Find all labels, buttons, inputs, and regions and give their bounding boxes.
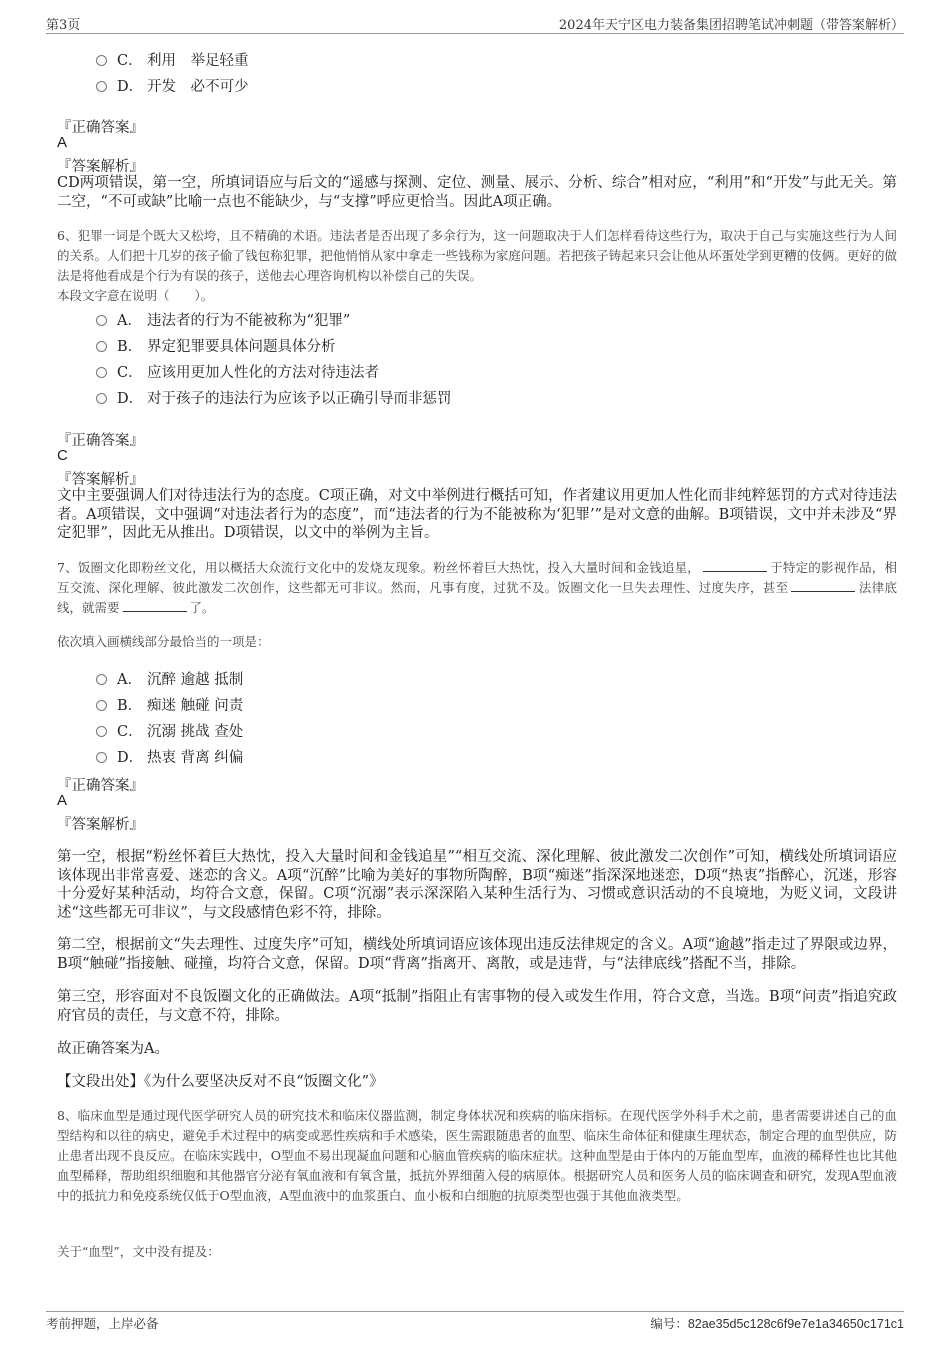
blank-line — [703, 559, 767, 572]
q7-conclusion: 故正确答案为A。 — [57, 1041, 169, 1057]
q7-source: 【文段出处】《为什么要坚决反对不良“饭圈文化”》 — [57, 1074, 384, 1090]
q6-prompt: 本段文字意在说明（ ）。 — [57, 288, 214, 303]
radio-icon[interactable] — [96, 752, 107, 763]
q7-analysis-2: 第二空，根据前文“失去理性、过度失序”可知，横线处所填词语应该体现出违反法律规定的含义。A项“逾越”指走过了界限或边界，B项“触碰”指接触、碰撞，均符合文意，保留。D项“背离”指离开、离散，或是违背，与“法律底线”搭配不当，排除。 — [57, 937, 897, 972]
q8-prompt: 关于“血型”，文中没有提及： — [57, 1244, 220, 1259]
radio-icon[interactable] — [96, 700, 107, 711]
q7-stem: 7、饭圈文化即粉丝文化，用以概括大众流行文化中的发烧友现象。粉丝怀着巨大热忱，投入大量时间和金钱追星， 于特定的影视作品，相互交流、深化理解、彼此激发二次创作，这些都无可非议。然而，凡事有度，过犹不及。饭圈文化一旦失去理性、过度失序，甚至 法律底线，就需要 了。 — [57, 560, 897, 615]
radio-icon[interactable] — [96, 393, 107, 404]
analysis-label: 『答案解析』 — [57, 472, 144, 488]
q7-option-b[interactable]: B． 痴迷 触碰 问责 — [96, 694, 243, 715]
q7-option-a[interactable]: A． 沉醉 逾越 抵制 — [96, 668, 243, 689]
q8-stem: 8、临床血型是通过现代医学研究人员的研究技术和临床仪器监测，制定身体状况和疾病的临床指标。在现代医学外科手术之前，患者需要讲述自己的血型结构和以往的病史，避免手术过程中的病变或恶性疾病和手术感染，医生需跟随患者的血型、临床生命体征和健康生理状态，制定合理的血型供应，防止患者出现不良反应。在临床实践中，O型血不易出现凝血问题和心脑血管疾病的临床症状。这种血型是由于体内的万能血型库，血液的稀释性也比其他血型稀释，帮助组织细胞和其他器官分泌有氧血液和有氧含量，抵抗外界细菌入侵的病原体。根据研究人员和医务人员的临床调查和研究，发现A型血液中的抵抗力和免疫系统仅低于O型血液，A型血液中的血浆蛋白、血小板和白细胞的抗原类型也强于其他血液类型。 — [57, 1108, 897, 1203]
radio-icon[interactable] — [96, 81, 107, 92]
q7-analysis-3: 第三空，形容面对不良饭圈文化的正确做法。A项“抵制”指阻止有害事物的侵入或发生作用，符合文意，当选。B项“问责”指追究政府官员的责任，与文意不符，排除。 — [57, 989, 897, 1024]
q6-option-d[interactable]: D． 对于孩子的违法行为应该予以正确引导而非惩罚 — [96, 387, 452, 408]
q7-option-c[interactable]: C． 沉溺 挑战 查处 — [96, 720, 243, 741]
q7-prompt: 依次填入画横线部分最恰当的一项是： — [57, 634, 270, 649]
footer-slogan: 考前押题，上岸必备 — [46, 1316, 159, 1331]
blank-line — [123, 599, 187, 612]
q6-option-b[interactable]: B． 界定犯罪要具体问题具体分析 — [96, 335, 336, 356]
header-divider — [46, 33, 904, 34]
q7-option-d[interactable]: D． 热衷 背离 纠偏 — [96, 746, 243, 767]
q5-analysis: CD两项错误，第一空，所填词语应与后文的“遥感与探测、定位、测量、展示、分析、综合”相对应，“利用”和“开发”与此无关。第二空，“不可或缺”比喻一点也不能缺少，与“支撑”呼应更恰当。因此A项正确。 — [57, 175, 897, 210]
correct-answer-label: 『正确答案』 — [57, 120, 144, 136]
radio-icon[interactable] — [96, 55, 107, 66]
radio-icon[interactable] — [96, 674, 107, 685]
analysis-label: 『答案解析』 — [57, 817, 144, 833]
radio-icon[interactable] — [96, 315, 107, 326]
q5-option-c[interactable]: C． 利用 举足轻重 — [96, 49, 249, 70]
radio-icon[interactable] — [96, 341, 107, 352]
q6-answer: C — [57, 447, 68, 464]
q6-stem: 6、犯罪一词是个既大又松垮，且不精确的术语。违法者是否出现了多余行为，这一问题取决于人们怎样看待这些行为，取决于自己与实施这些行为人间的关系。人们把十几岁的孩子偷了钱包称犯罪，把他悄悄从家中拿走一些钱称为家庭问题。若把孩子铸起来只会让他从坏蛋处学到更糟的伎俩。更好的做法是将他看成是个行为有误的孩子，送他去心理咨询机构以补偿自己的失误。 — [57, 228, 897, 283]
q6-option-c[interactable]: C． 应该用更加人性化的方法对待违法者 — [96, 361, 379, 382]
document-title: 2024年天宁区电力装备集团招聘笔试冲刺题（带答案解析） — [558, 18, 904, 33]
q5-option-d[interactable]: D． 开发 必不可少 — [96, 75, 249, 96]
q6-option-a[interactable]: A． 违法者的行为不能被称为“犯罪” — [96, 309, 350, 330]
document-id: 编号：82ae35d5c128c6f9e7e1a34650c171c1 — [650, 1317, 904, 1331]
q7-analysis-1: 第一空，根据“粉丝怀着巨大热忱，投入大量时间和金钱追星”“相互交流、深化理解、彼此激发二次创作”可知，横线处所填词语应该体现出非常喜爱、迷恋的含义。A项“沉醉”比喻为美好的事物所陶醉，B项“痴迷”指深深地迷恋，D项“热衷”指醉心，沉迷，形容十分爱好某种活动，均符合文意，保留。C项“沉溺”表示深深陷入某种生活行为、习惯或意识活动的不良境地，为贬义词，文段讲述“这些都无可非议”，与文段感情色彩不符，排除。 — [57, 849, 897, 921]
q6-analysis: 文中主要强调人们对待违法行为的态度。C项正确，对文中举例进行概括可知，作者建议用更加人性化而非纯粹惩罚的方式对待违法者。A项错误，文中强调“对违法者行为的态度”，而“违法者的行为不能被称为‘犯罪’”是对文意的曲解。B项错误，文中并未涉及“界定犯罪”，因此无从推出。D项错误，以文中的举例为主旨。 — [57, 488, 897, 541]
q5-answer: A — [57, 134, 68, 151]
page-number: 第3页 — [46, 18, 81, 33]
footer-divider — [46, 1311, 904, 1312]
radio-icon[interactable] — [96, 367, 107, 378]
correct-answer-label: 『正确答案』 — [57, 433, 144, 449]
q7-answer: A — [57, 792, 68, 809]
blank-line — [791, 579, 855, 592]
correct-answer-label: 『正确答案』 — [57, 778, 144, 794]
page-header — [46, 12, 904, 32]
radio-icon[interactable] — [96, 726, 107, 737]
analysis-label: 『答案解析』 — [57, 159, 144, 175]
